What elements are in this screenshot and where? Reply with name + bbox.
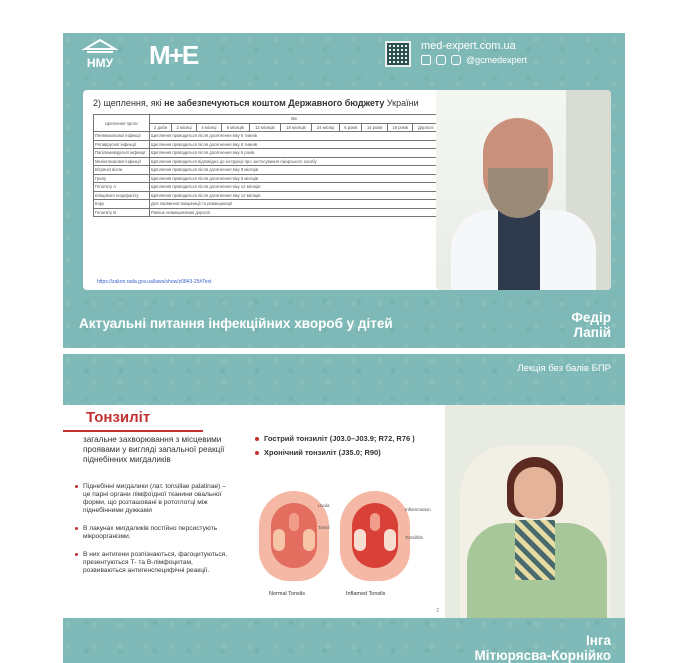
vaccine-note: Щеплення проводиться після досягнення віку 12 місяців [150,183,439,192]
age-header-cell: 6 років [340,123,362,132]
table-header-age: Вік [150,115,439,124]
age-header-cell: 12 місяців [249,123,280,132]
uvula [289,513,299,531]
lecture-frame-top [63,33,625,348]
vaccine-name: Ротавірусної інфекції [94,140,150,149]
table-row [94,183,439,192]
vaccine-name: Вітряної віспи [94,166,150,175]
slide-vaccination [83,90,449,290]
bullet-item: В лакунах мигдаликів постійно персистують мікроорганізми. [75,525,235,541]
slide-heading [93,98,439,108]
lecture-caption: Лекція без балів БПР [517,363,611,374]
speaker-first-name: Інга [585,633,611,648]
inflamed-tonsils-illustration [340,491,410,581]
svg-text:НМУ: НМУ [86,56,114,70]
table-row [94,140,439,149]
slide-bullets [75,483,235,585]
brand-logo: M+E [149,40,198,70]
slide-tonsillitis [63,405,445,618]
instagram-icon[interactable] [436,55,446,65]
age-header-cell: 14 років [362,123,388,132]
presenter-face [514,467,556,519]
lecture-title: Актуальні питання інфекційних хвороб у дітей [79,316,393,331]
lecture-frame-bottom [63,354,625,663]
vaccine-name: Грипу [94,174,150,183]
vaccine-name: Папіломавірусної інфекції [94,149,150,158]
slide-title: Тонзиліт [86,409,151,426]
speaker-last-name: Лапій [573,325,611,340]
age-header-cell: 2 доби [150,123,172,132]
tonsil-left [273,529,285,551]
caption-normal: Normal Tonsils [269,591,305,597]
vaccine-name: Кору [94,200,150,209]
vaccine-note: Щеплення проводиться відповідно до інструкції про застосування лікарського засобу [150,157,439,166]
page-number: 2 [436,608,439,614]
vaccine-name: Менінгококової інфекції [94,157,150,166]
age-header-cell: 6 місяців [221,123,249,132]
speaker-first-name: Федір [571,310,611,325]
vaccine-note: Щеплення проводиться після досягнення віку 9 місяців [150,166,439,175]
tonsil-right [384,529,396,551]
table-row [94,191,439,200]
caption-inflamed: Inflamed Tonsils [346,591,386,597]
vaccine-note: Щеплення проводиться після досягнення віку 6 місяців [150,174,439,183]
table-row [94,132,439,141]
age-header-cell: 16 років [387,123,413,132]
presenter-scarf [515,520,555,580]
vaccine-note: Для первинної вакцинації та ревакцинації [150,200,439,209]
table-row [94,157,439,166]
table-row [94,200,439,209]
social-bar [421,55,527,65]
tonsillitis-types [255,435,415,463]
vaccine-note: Щеплення проводиться після досягнення віку 12 місяців [150,191,439,200]
source-link[interactable]: https://zakon.rada.gov.ua/laws/show/z0843-25#Text [97,279,212,285]
age-header-cell: 24 місяці [312,123,340,132]
vaccine-name: Гепатиту А [94,183,150,192]
slide-definition: загальне захворювання з місцевими проявами у вигляді запальної реакції піднебінних мигдаликів [83,435,225,464]
table-row [94,166,439,175]
type-item: Хронічний тонзиліт (J35.0; R90) [255,449,415,457]
label-uvula: Uvula [318,503,330,508]
heading-suffix: України [384,98,419,108]
label-tonsillitis: Tonsillitis [405,535,424,540]
table-row [94,149,439,158]
vaccination-table [93,114,439,217]
facebook-icon[interactable] [421,55,431,65]
table-header-first: Щеплення проти [94,115,150,132]
bullet-item: В них антигени розпізнаються, фагоцитуються, презентуються Т- та В-лімфоцитам, розвиваються антигенспецифічні реакції. [75,551,235,575]
bullet-item: Піднебінні мигдалики (лат. tonsillae palatinae) – це парні органи лімфоїдної тканини овальної форми, що розташовані в ротоглотці між піднебінними дужками [75,483,235,515]
table-row [94,174,439,183]
tonsil-left [354,529,366,551]
speaker-name-2 [475,633,611,663]
table-row [94,208,439,217]
tonsil-right [303,529,315,551]
qr-code-icon [385,41,411,67]
presenter-video-2 [445,405,625,618]
age-header-cell: 18 місяців [280,123,311,132]
social-handle: @gcmedexpert [466,55,528,65]
presenter-shirt [498,210,540,290]
age-header-cell: 2 місяці [172,123,197,132]
age-header-cell: Дорослі [413,123,439,132]
vaccine-name: Пневмококової інфекції [94,132,150,141]
type-item: Гострий тонзиліт (J03.0–J03.9; R72, R76 ) [255,435,415,443]
presenter-video-1 [436,90,611,290]
speaker-last-name: Мітюрясва-Корнійко [474,648,611,663]
label-inflammation: Inflammation [405,507,431,512]
vaccine-note: Щеплення проводиться після досягнення віку 6 тижнів [150,132,439,141]
age-header-cell: 4 місяці [196,123,221,132]
heading-bold: не забезпечуються коштом Державного бюджету [164,98,385,108]
title-underline [63,430,203,432]
table-body [94,132,439,217]
site-url: med-expert.com.ua [421,40,516,52]
uvula [370,513,380,531]
heading-prefix: 2) щеплення, які [93,98,165,108]
vaccine-name: Гепатиту В [94,208,150,217]
speaker-name-1 [571,310,611,340]
hmu-logo-icon [81,37,119,71]
vaccine-note: Раніше невакциновані дорослі [150,208,439,217]
label-tonsil: Tonsil [318,525,330,530]
vaccine-name: Кліщового енцефаліту [94,191,150,200]
youtube-icon[interactable] [451,55,461,65]
vaccine-note: Щеплення проводиться після досягнення віку 6 тижнів [150,140,439,149]
vaccine-note: Щеплення проводиться після досягнення віку 9 років [150,149,439,158]
